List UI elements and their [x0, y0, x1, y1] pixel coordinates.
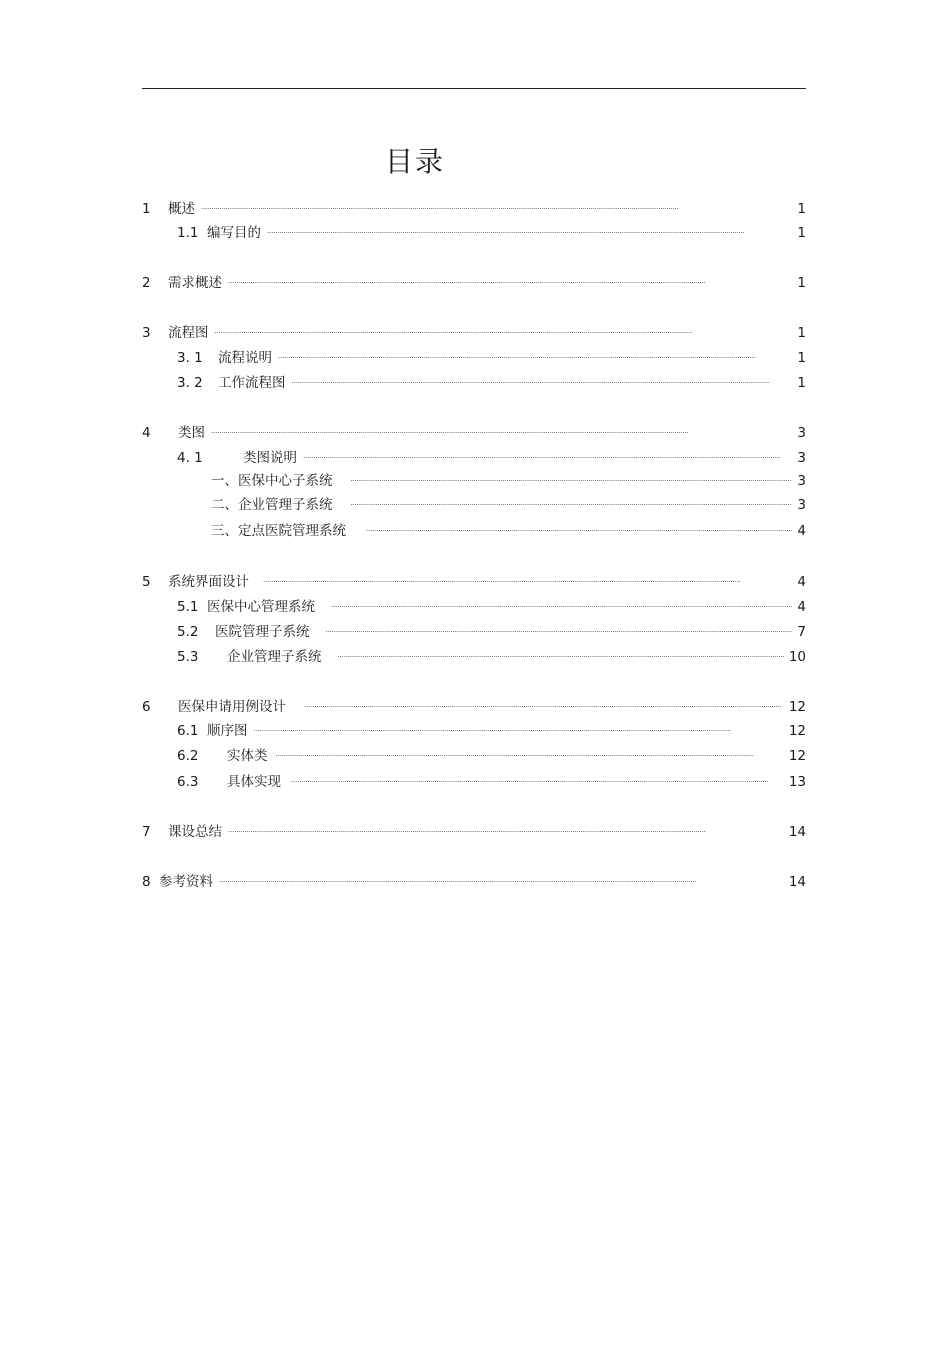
toc-entry-4[interactable] — [142, 421, 806, 441]
toc-entry-number: 4 — [142, 425, 151, 441]
toc-entry-number: 5.3 — [177, 649, 199, 665]
toc-leader-dots — [338, 649, 785, 665]
toc-leader-dots — [351, 473, 793, 489]
toc-entry-number: 6.1 — [177, 723, 199, 739]
toc-leader-dots — [267, 225, 792, 241]
toc-leader-dots — [201, 201, 792, 217]
toc-entry-label: 实体类 — [227, 748, 268, 764]
toc-entry-number: 1.1 — [177, 225, 199, 241]
toc-entry-number: 2 — [142, 275, 151, 291]
toc-entry-number: 3. 1 — [177, 350, 203, 366]
toc-entry-page: 3 — [797, 473, 806, 489]
toc-entry-label: 课设总结 — [168, 824, 222, 840]
toc-entry-number: 6.3 — [177, 774, 199, 790]
toc-entry-page: 3 — [797, 450, 806, 466]
toc-entry-4-1-b[interactable] — [211, 493, 806, 513]
toc-entry-5-2[interactable] — [177, 620, 806, 640]
toc-entry-label: 企业管理子系统 — [227, 649, 322, 665]
toc-entry-label: 需求概述 — [168, 275, 222, 291]
toc-leader-dots — [228, 824, 785, 840]
toc-entry-label: 工作流程图 — [218, 375, 286, 391]
toc-entry-number: 6.2 — [177, 748, 199, 764]
toc-entry-label: 类图说明 — [243, 450, 297, 466]
toc-entry-number: 1 — [142, 201, 151, 217]
toc-entry-5[interactable] — [142, 570, 806, 590]
toc-leader-dots — [331, 599, 792, 615]
toc-entry-label: 具体实现 — [227, 774, 281, 790]
toc-entry-2[interactable] — [142, 271, 806, 291]
toc-entry-label: 医院管理子系统 — [215, 624, 310, 640]
toc-entry-page: 13 — [788, 774, 806, 790]
toc-leader-dots — [326, 624, 793, 640]
toc-leader-dots — [366, 523, 792, 539]
toc-leader-dots — [215, 325, 793, 341]
toc-leader-dots — [351, 497, 793, 513]
toc-entry-page: 4 — [797, 523, 806, 539]
toc-entry-label: 系统界面设计 — [168, 574, 249, 590]
toc-entry-page: 1 — [797, 201, 806, 217]
toc-entry-1-1[interactable] — [177, 221, 806, 241]
toc-entry-number: 6 — [142, 699, 151, 715]
toc-leader-dots — [254, 723, 785, 739]
toc-entry-6-2[interactable] — [177, 744, 806, 764]
toc-entry-label: 二、企业管理子系统 — [211, 497, 333, 513]
toc-entry-label: 医保中心管理系统 — [207, 599, 315, 615]
toc-entry-page: 1 — [797, 325, 806, 341]
toc-entry-page: 1 — [797, 275, 806, 291]
toc-entry-5-3[interactable] — [177, 645, 806, 665]
toc-entry-page: 4 — [797, 599, 806, 615]
toc-leader-dots — [278, 350, 792, 366]
toc-leader-dots — [263, 574, 792, 590]
toc-entry-label: 编写目的 — [207, 225, 261, 241]
toc-leader-dots — [228, 275, 792, 291]
toc-entry-6[interactable] — [142, 695, 806, 715]
toc-entry-6-1[interactable] — [177, 719, 806, 739]
toc-entry-1[interactable] — [142, 197, 806, 217]
toc-entry-page: 1 — [797, 225, 806, 241]
toc-entry-3-2[interactable] — [177, 371, 806, 391]
toc-entry-page: 3 — [797, 425, 806, 441]
toc-entry-label: 参考资料 — [159, 874, 213, 890]
toc-entry-page: 10 — [788, 649, 806, 665]
toc-entry-page: 12 — [788, 699, 806, 715]
toc-entry-label: 类图 — [178, 425, 205, 441]
header-rule — [142, 88, 806, 89]
toc-entry-page: 1 — [797, 375, 806, 391]
toc-entry-label: 流程说明 — [218, 350, 272, 366]
toc-entry-page: 14 — [788, 824, 806, 840]
toc-entry-label: 顺序图 — [207, 723, 248, 739]
toc-entry-number: 3. 2 — [177, 375, 203, 391]
toc-entry-label: 医保申请用例设计 — [178, 699, 286, 715]
toc-entry-page: 12 — [788, 723, 806, 739]
toc-entry-3[interactable] — [142, 321, 806, 341]
toc-leader-dots — [303, 450, 792, 466]
toc-entry-page: 3 — [797, 497, 806, 513]
toc-entry-page: 14 — [788, 874, 806, 890]
toc-entry-8[interactable] — [142, 870, 806, 890]
toc-entry-number: 4. 1 — [177, 450, 203, 466]
toc-entry-label: 概述 — [168, 201, 195, 217]
toc-entry-page: 1 — [797, 350, 806, 366]
toc-entry-page: 7 — [797, 624, 806, 640]
toc-leader-dots — [219, 874, 785, 890]
toc-entry-label: 三、定点医院管理系统 — [211, 523, 346, 539]
toc-entry-page: 12 — [788, 748, 806, 764]
toc-entry-3-1[interactable] — [177, 346, 806, 366]
toc-entry-label: 流程图 — [168, 325, 209, 341]
toc-entry-number: 5.1 — [177, 599, 199, 615]
toc-entry-number: 3 — [142, 325, 151, 341]
toc-entry-7[interactable] — [142, 820, 806, 840]
toc-leader-dots — [304, 699, 785, 715]
toc-entry-4-1[interactable] — [177, 446, 806, 466]
toc-entry-number: 8 — [142, 874, 151, 890]
toc-leader-dots — [276, 748, 785, 764]
toc-entry-number: 5.2 — [177, 624, 199, 640]
toc-entry-4-1-a[interactable] — [211, 469, 806, 489]
toc-leader-dots — [211, 425, 792, 441]
toc-entry-6-3[interactable] — [177, 770, 806, 790]
toc-leader-dots — [291, 774, 785, 790]
toc-leader-dots — [292, 375, 793, 391]
toc-entry-number: 7 — [142, 824, 151, 840]
toc-entry-label: 一、医保中心子系统 — [211, 473, 333, 489]
toc-entry-4-1-c[interactable] — [211, 519, 806, 539]
toc-entry-5-1[interactable] — [177, 595, 806, 615]
toc-entry-page: 4 — [797, 574, 806, 590]
toc-entry-number: 5 — [142, 574, 151, 590]
toc-title: 目录 — [384, 145, 445, 178]
